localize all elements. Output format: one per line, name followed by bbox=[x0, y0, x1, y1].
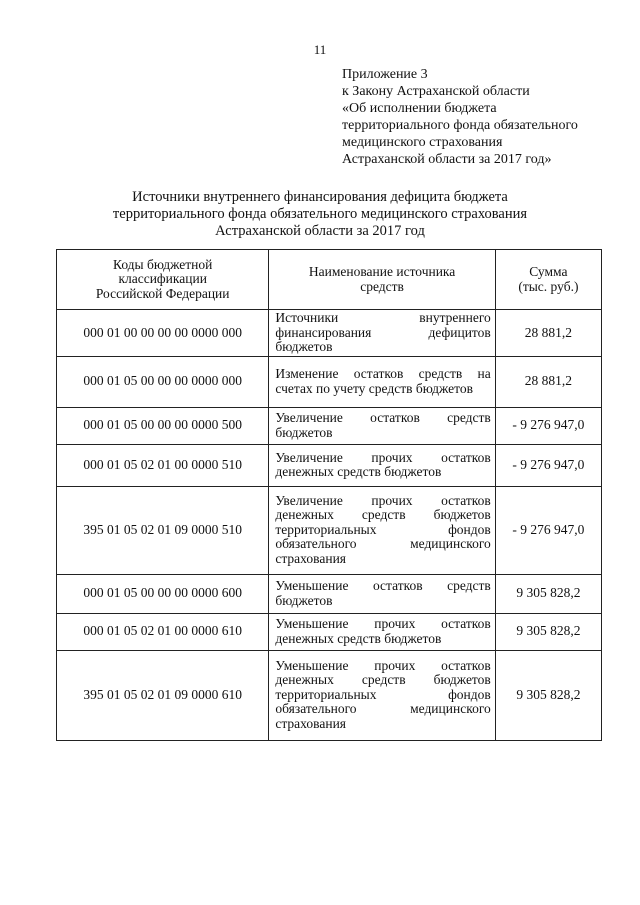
budget-code-cell: 395 01 05 02 01 09 0000 510 bbox=[57, 486, 269, 574]
source-name-cell: Источники внутреннего финансирования дефицитов бюджетов bbox=[269, 310, 495, 357]
appendix-line: Приложение 3 bbox=[342, 67, 428, 82]
appendix-line: медицинского страхования bbox=[342, 135, 503, 150]
sum-cell: - 9 276 947,0 bbox=[495, 486, 601, 574]
header-code-line: Российской Федерации bbox=[95, 285, 230, 301]
sum-cell: 28 881,2 bbox=[495, 356, 601, 407]
table-row bbox=[57, 574, 602, 613]
header-name-line: средств bbox=[360, 278, 404, 294]
budget-code-cell: 000 01 05 00 00 00 0000 500 bbox=[57, 407, 269, 444]
sum-cell: - 9 276 947,0 bbox=[495, 407, 601, 444]
sum-cell: 9 305 828,2 bbox=[495, 574, 601, 613]
table-row bbox=[57, 650, 602, 740]
table-row bbox=[57, 356, 602, 407]
title-line: Источники внутреннего финансирования дефицита бюджета bbox=[132, 189, 508, 205]
budget-code-cell: 000 01 05 00 00 00 0000 600 bbox=[57, 574, 269, 613]
table-row bbox=[57, 486, 602, 574]
header-source-name bbox=[269, 250, 495, 310]
title-line: территориального фонда обязательного медицинского страхования bbox=[112, 206, 528, 222]
table-row bbox=[57, 613, 602, 650]
appendix-line: территориального фонда обязательного bbox=[342, 118, 578, 133]
header-sum-line: Сумма bbox=[529, 264, 568, 279]
appendix-line: Астраханской области за 2017 год» bbox=[342, 152, 552, 167]
source-name-cell: Увеличение прочих остатков денежных средств бюджетов территориальных фондов обязательного медицинского страхования bbox=[269, 486, 495, 574]
budget-code-cell: 000 01 05 02 01 00 0000 510 bbox=[57, 444, 269, 486]
document-title bbox=[0, 189, 640, 240]
header-name-line: Наименование источника bbox=[308, 264, 456, 279]
appendix-reference bbox=[342, 66, 632, 168]
source-name-cell: Увеличение остатков средств бюджетов bbox=[269, 407, 495, 444]
table-row bbox=[57, 310, 602, 357]
budget-code-cell: 395 01 05 02 01 09 0000 610 bbox=[57, 650, 269, 740]
header-sum-line: (тыс. руб.) bbox=[518, 278, 579, 294]
appendix-line: «Об исполнении бюджета bbox=[342, 101, 497, 116]
appendix-line: к Закону Астраханской области bbox=[342, 84, 530, 99]
title-line: Астраханской области за 2017 год bbox=[215, 223, 425, 239]
financing-sources-table bbox=[56, 249, 602, 741]
table-row bbox=[57, 407, 602, 444]
page-number: 11 bbox=[313, 42, 327, 57]
header-sum bbox=[495, 250, 601, 310]
table-header-row bbox=[57, 250, 602, 310]
source-name-cell: Увеличение прочих остатков денежных средств бюджетов bbox=[269, 444, 495, 486]
source-name-cell: Изменение остатков средств на счетах по учету средств бюджетов bbox=[269, 356, 495, 407]
source-name-cell: Уменьшение остатков средств бюджетов bbox=[269, 574, 495, 613]
budget-code-cell: 000 01 05 00 00 00 0000 000 bbox=[57, 356, 269, 407]
budget-code-cell: 000 01 00 00 00 00 0000 000 bbox=[57, 310, 269, 357]
sum-cell: 9 305 828,2 bbox=[495, 613, 601, 650]
sum-cell: 9 305 828,2 bbox=[495, 650, 601, 740]
sum-cell: 28 881,2 bbox=[495, 310, 601, 357]
source-name-cell: Уменьшение прочих остатков денежных средств бюджетов bbox=[269, 613, 495, 650]
header-budget-codes bbox=[57, 250, 269, 310]
header-code-line: Коды бюджетной bbox=[112, 256, 213, 272]
sum-cell: - 9 276 947,0 bbox=[495, 444, 601, 486]
table-row bbox=[57, 444, 602, 486]
budget-code-cell: 000 01 05 02 01 00 0000 610 bbox=[57, 613, 269, 650]
header-code-line: классификации bbox=[118, 271, 207, 287]
source-name-cell: Уменьшение прочих остатков денежных средств бюджетов территориальных фондов обязательного медицинского страхования bbox=[269, 650, 495, 740]
